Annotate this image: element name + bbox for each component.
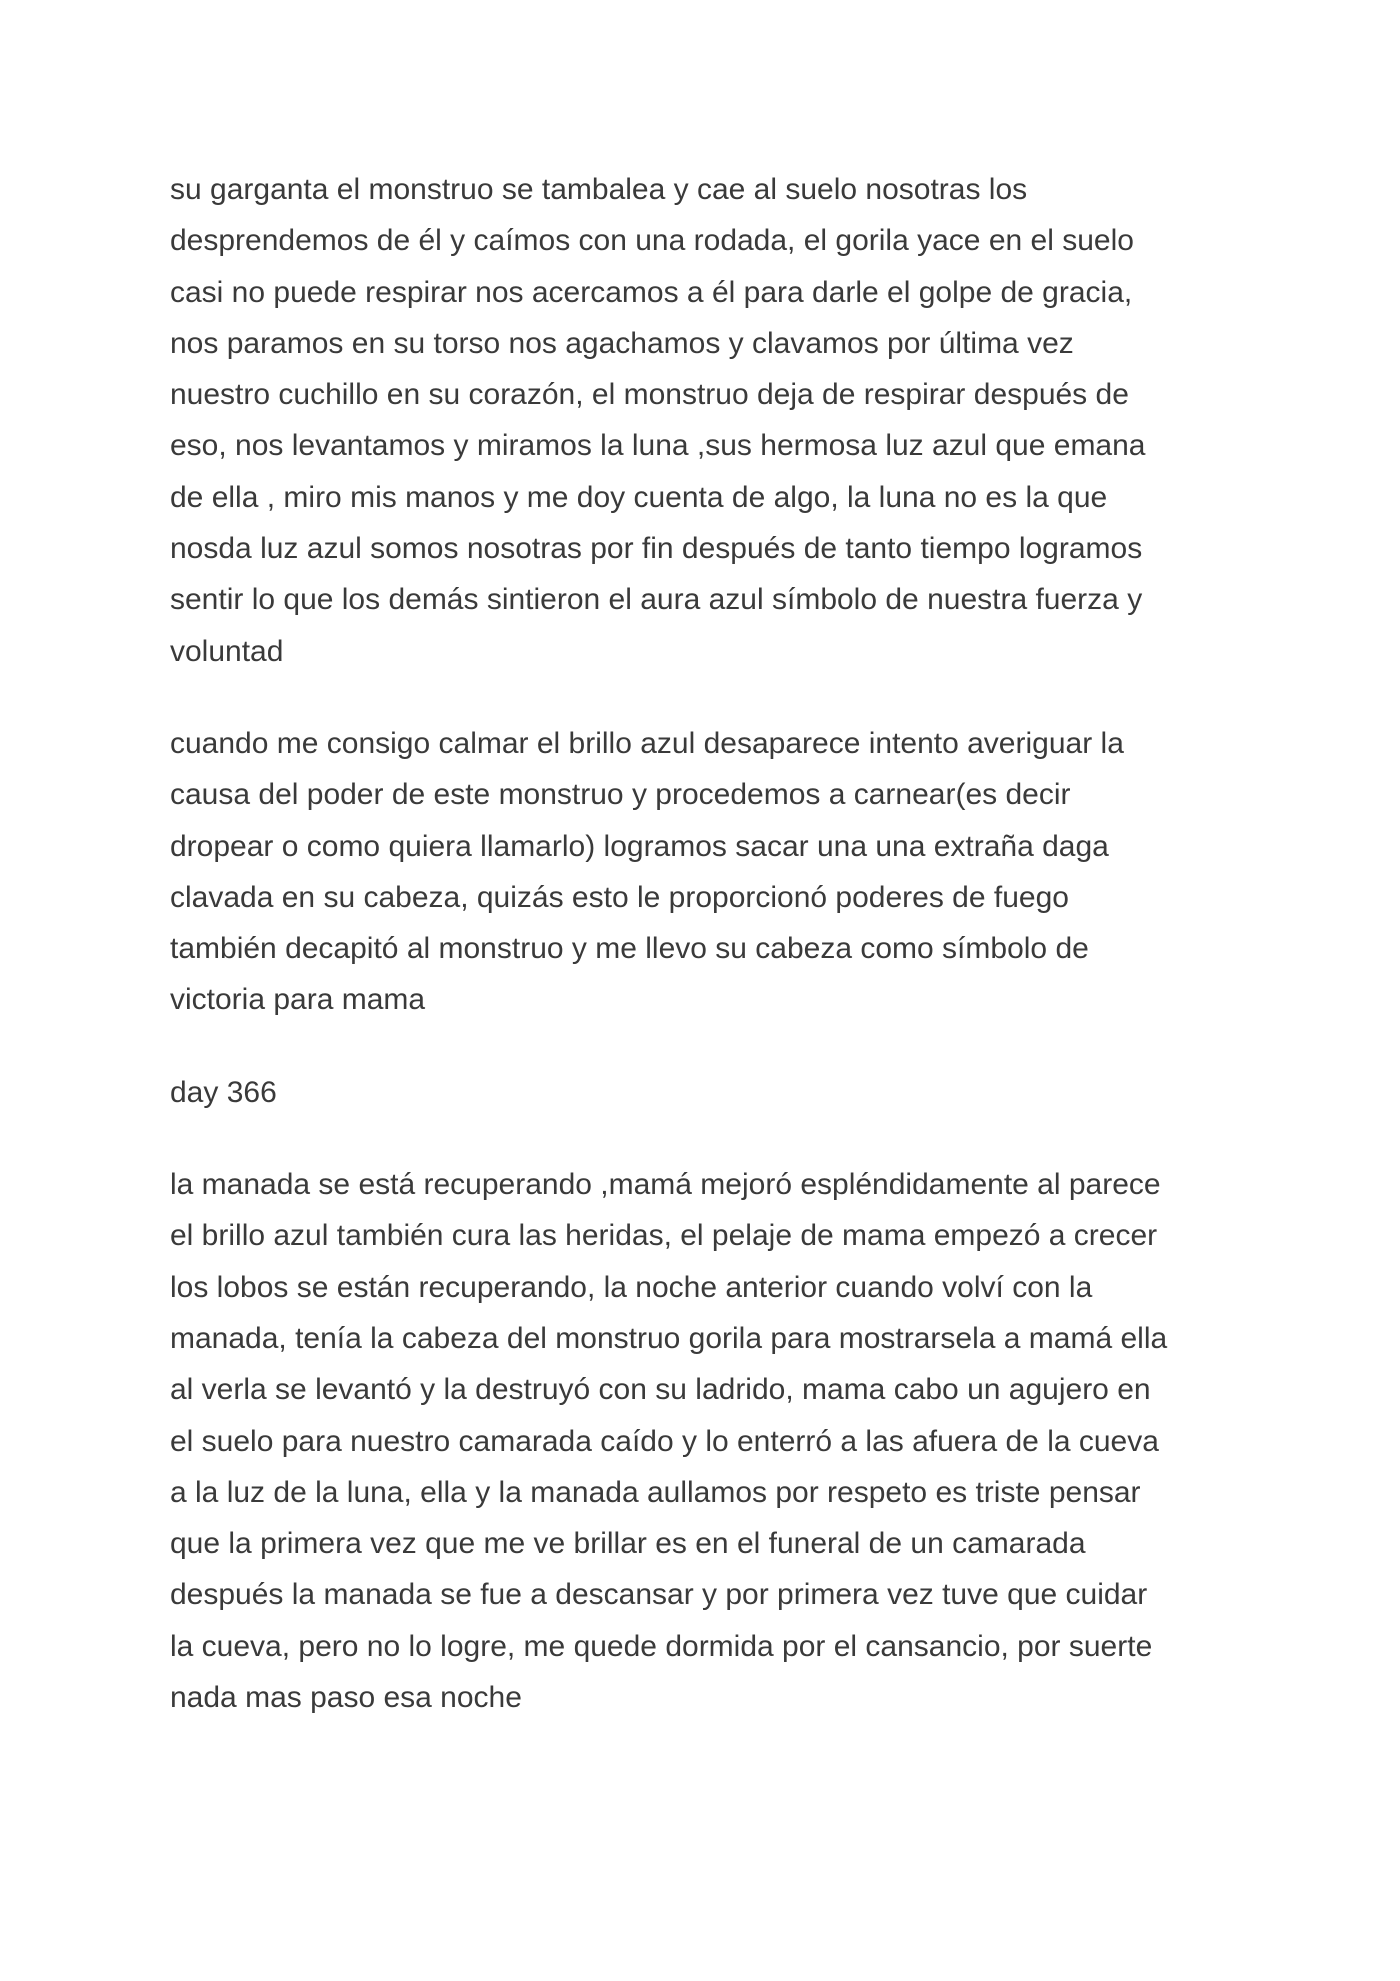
text-line: al verla se levantó y la destruyó con su ladrido, mama cabo un agujero en xyxy=(170,1373,1151,1407)
text-line: sentir lo que los demás sintieron el aura azul símbolo de nuestra fuerza y xyxy=(170,583,1143,617)
text-line: voluntad xyxy=(170,634,284,668)
text-line: nosda luz azul somos nosotras por fin después de tanto tiempo logramos xyxy=(170,532,1143,566)
text-line: nada mas paso esa noche xyxy=(170,1681,522,1715)
text-line: desprendemos de él y caímos con una rodada, el gorila yace en el suelo xyxy=(170,224,1134,258)
text-line: su garganta el monstruo se tambalea y cae al suelo nosotras los xyxy=(170,173,1028,206)
text-line: la manada se está recuperando ,mamá mejoró espléndidamente al parece xyxy=(170,1168,1161,1202)
text-line: casi no puede respirar nos acercamos a él para darle el golpe de gracia, xyxy=(170,275,1133,309)
day-heading-paragraph xyxy=(170,1067,1240,1118)
paragraph-gap xyxy=(170,1118,1240,1159)
body-paragraph xyxy=(170,718,1240,1026)
text-line: a la luz de la luna, ella y la manada aullamos por respeto es triste pensar xyxy=(170,1475,1141,1509)
body-paragraph xyxy=(170,164,1240,677)
text-line: de ella , miro mis manos y me doy cuenta de algo, la luna no es la que xyxy=(170,480,1108,514)
text-line: day 366 xyxy=(170,1075,277,1109)
text-line: que la primera vez que me ve brillar es en el funeral de un camarada xyxy=(170,1527,1086,1561)
text-line: también decapitó al monstruo y me llevo su cabeza como símbolo de xyxy=(170,932,1089,966)
text-line: manada, tenía la cabeza del monstruo gorila para mostrarsela a mamá ella xyxy=(170,1321,1168,1355)
body-paragraph xyxy=(170,1159,1240,1723)
text-line: nuestro cuchillo en su corazón, el monstruo deja de respirar después de xyxy=(170,378,1129,412)
text-line: clavada en su cabeza, quizás esto le proporcionó poderes de fuego xyxy=(170,880,1069,914)
text-line: los lobos se están recuperando, la noche anterior cuando volví con la xyxy=(170,1270,1093,1304)
text-line: eso, nos levantamos y miramos la luna ,sus hermosa luz azul que emana xyxy=(170,429,1146,463)
text-line: el suelo para nuestro camarada caído y lo enterró a las afuera de la cueva xyxy=(170,1424,1159,1458)
paragraph-gap xyxy=(170,1026,1240,1067)
text-line: causa del poder de este monstruo y procedemos a carnear(es decir xyxy=(170,778,1071,812)
text-line: la cueva, pero no lo logre, me quede dormida por el cansancio, por suerte xyxy=(170,1629,1153,1663)
document-body xyxy=(170,164,1240,1723)
paragraph-gap xyxy=(170,677,1240,718)
text-line: cuando me consigo calmar el brillo azul desaparece intento averiguar la xyxy=(170,726,1124,760)
text-line: nos paramos en su torso nos agachamos y clavamos por última vez xyxy=(170,326,1074,360)
text-line: el brillo azul también cura las heridas, el pelaje de mama empezó a crecer xyxy=(170,1219,1158,1253)
text-line: después la manada se fue a descansar y por primera vez tuve que cuidar xyxy=(170,1578,1148,1612)
text-line: dropear o como quiera llamarlo) logramos sacar una una extraña daga xyxy=(170,829,1109,863)
text-line: victoria para mama xyxy=(170,983,426,1017)
